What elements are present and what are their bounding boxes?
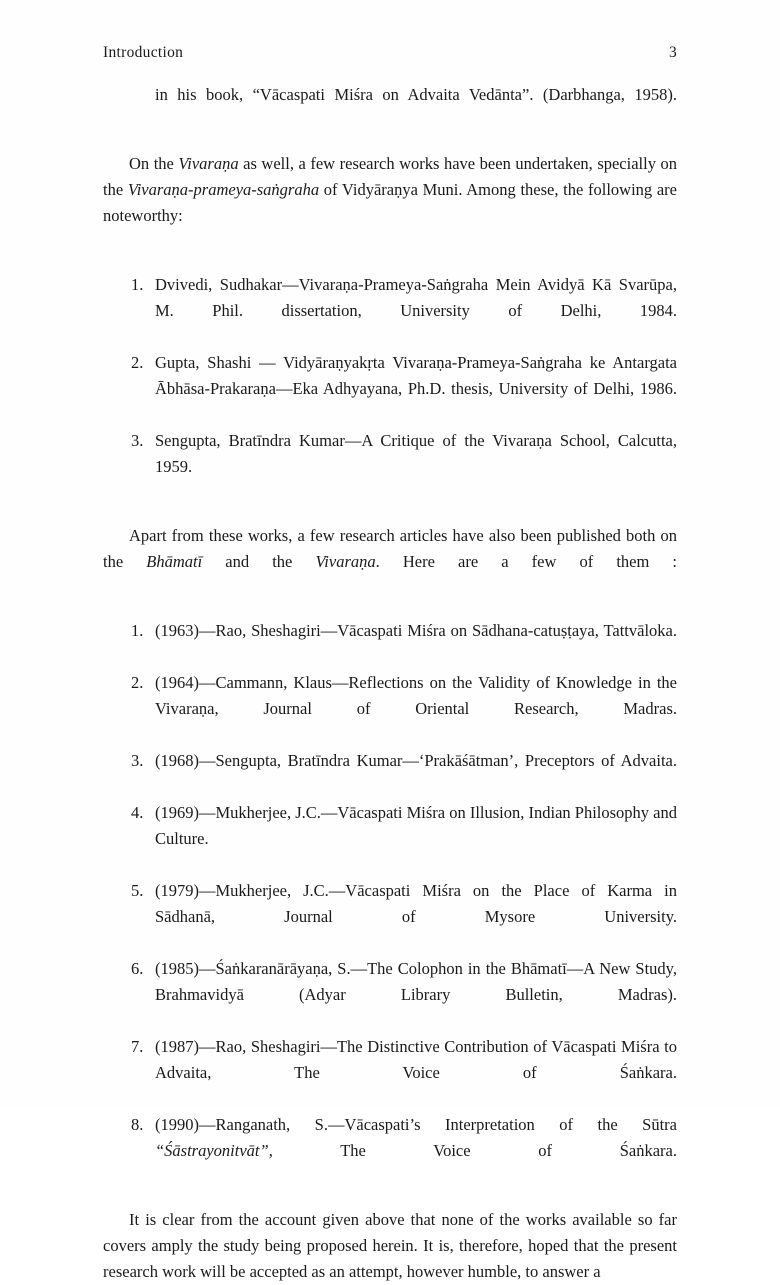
para-vivarana-italic2: Vivaraṇa-prameya-saṅgraha <box>127 180 320 199</box>
para-articles-part3: . Here are a few of them : <box>375 552 677 571</box>
list-marker: 3. <box>131 751 144 770</box>
list-item <box>131 350 677 428</box>
list-item <box>131 1034 677 1112</box>
list-marker: 2. <box>131 673 144 692</box>
running-head-title: Introduction <box>103 44 184 61</box>
para-vivarana-italic1: Vivaraṇa <box>178 154 239 173</box>
list-marker: 8. <box>131 1115 144 1134</box>
list-marker: 3. <box>131 431 144 450</box>
list-item-text: (1979)—Mukherjee, J.C.—Vācaspati Miśra on the Place of Karma in Sādhanā, Journal of Mysore University. <box>155 881 677 926</box>
list-marker: 4. <box>131 803 144 822</box>
list-item <box>131 670 677 748</box>
list-marker: 1. <box>131 621 144 640</box>
list-item-text: Sengupta, Bratīndra Kumar—A Critique of the Vivaraṇa School, Calcutta, 1959. <box>155 431 677 476</box>
text-column <box>103 82 677 1285</box>
list-item-prefix: (1990)—Ranganath, S.—Vācaspati’s Interpretation of the Sūtra <box>155 1115 677 1134</box>
list-marker: 2. <box>131 353 144 372</box>
paragraph-vivarana <box>103 151 677 255</box>
list-item-text: Dvivedi, Sudhakar—Vivaraṇa-Prameya-Saṅgraha Mein Avidyā Kā Svarūpa, M. Phil. dissertation, University of Delhi, 1984. <box>155 275 677 320</box>
list-item <box>131 800 677 878</box>
para-articles-italic1: Bhāmatī <box>146 552 203 571</box>
closing-paragraph: It is clear from the account given above that none of the works available so far covers amply the study being proposed herein. It is, therefore, hoped that the present research work will be accepted as an attempt, however humble, to answer a <box>103 1210 677 1281</box>
para-vivarana-part2: as well, a few research works have been undertaken, specially on the <box>103 154 677 199</box>
list-item <box>131 748 677 800</box>
list-item-suffix: , The Voice of Śaṅkara. <box>268 1141 677 1160</box>
list-item-text <box>155 1112 677 1190</box>
list-item-text: (1985)—Śaṅkaranārāyaṇa, S.—The Colophon in the Bhāmatī—A New Study, Brahmavidyā (Adyar Library Bulletin, Madras). <box>155 959 677 1004</box>
list-item <box>131 272 677 350</box>
research-works-list <box>103 272 677 506</box>
continued-paragraph: in his book, “Vācaspati Miśra on Advaita Vedānta”. (Darbhanga, 1958). <box>155 85 677 104</box>
list-item-text: (1968)—Sengupta, Bratīndra Kumar—‘Prakāśātman’, Preceptors of Advaita. <box>155 751 677 770</box>
list-item-text: (1964)—Cammann, Klaus—Reflections on the Validity of Knowledge in the Vivaraṇa, Journal of Oriental Research, Madras. <box>155 673 677 718</box>
para-vivarana-part3: of Vidyāraṇya Muni. Among these, the following are noteworthy: <box>103 180 677 225</box>
list-item <box>131 428 677 506</box>
running-head <box>103 44 677 62</box>
list-marker: 1. <box>131 275 144 294</box>
list-marker: 6. <box>131 959 144 978</box>
list-item <box>131 618 677 670</box>
list-item-text: (1969)—Mukherjee, J.C.—Vācaspati Miśra on Illusion, Indian Philosophy and Culture. <box>155 803 677 848</box>
list-item-text: (1963)—Rao, Sheshagiri—Vācaspati Miśra on Sādhana-catuṣṭaya, Tattvāloka. <box>155 621 677 640</box>
para-vivarana-part1: On the <box>129 154 179 173</box>
paragraph-articles <box>103 523 677 601</box>
list-item-text: Gupta, Shashi — Vidyāraṇyakṛta Vivaraṇa-Prameya-Saṅgraha ke Antargata Ābhāsa-Prakaraṇa—Eka Adhyayana, Ph.D. thesis, University of Delhi, 1986. <box>155 353 677 398</box>
articles-list <box>103 618 677 1190</box>
para-articles-part1: Apart from these works, a few research articles have also been published both on the <box>103 526 677 571</box>
list-item-text: (1987)—Rao, Sheshagiri—The Distinctive Contribution of Vācaspati Miśra to Advaita, The Voice of Śaṅkara. <box>155 1037 677 1082</box>
list-item <box>131 878 677 956</box>
list-item-italic: “Śāstrayonitvāt” <box>155 1141 269 1160</box>
list-marker: 7. <box>131 1037 144 1056</box>
list-item <box>131 956 677 1034</box>
list-marker: 5. <box>131 881 144 900</box>
page-number: 3 <box>668 44 677 61</box>
para-articles-italic2: Vivaraṇa <box>315 552 376 571</box>
para-articles-part2: and the <box>202 552 316 571</box>
list-item <box>131 1112 677 1190</box>
